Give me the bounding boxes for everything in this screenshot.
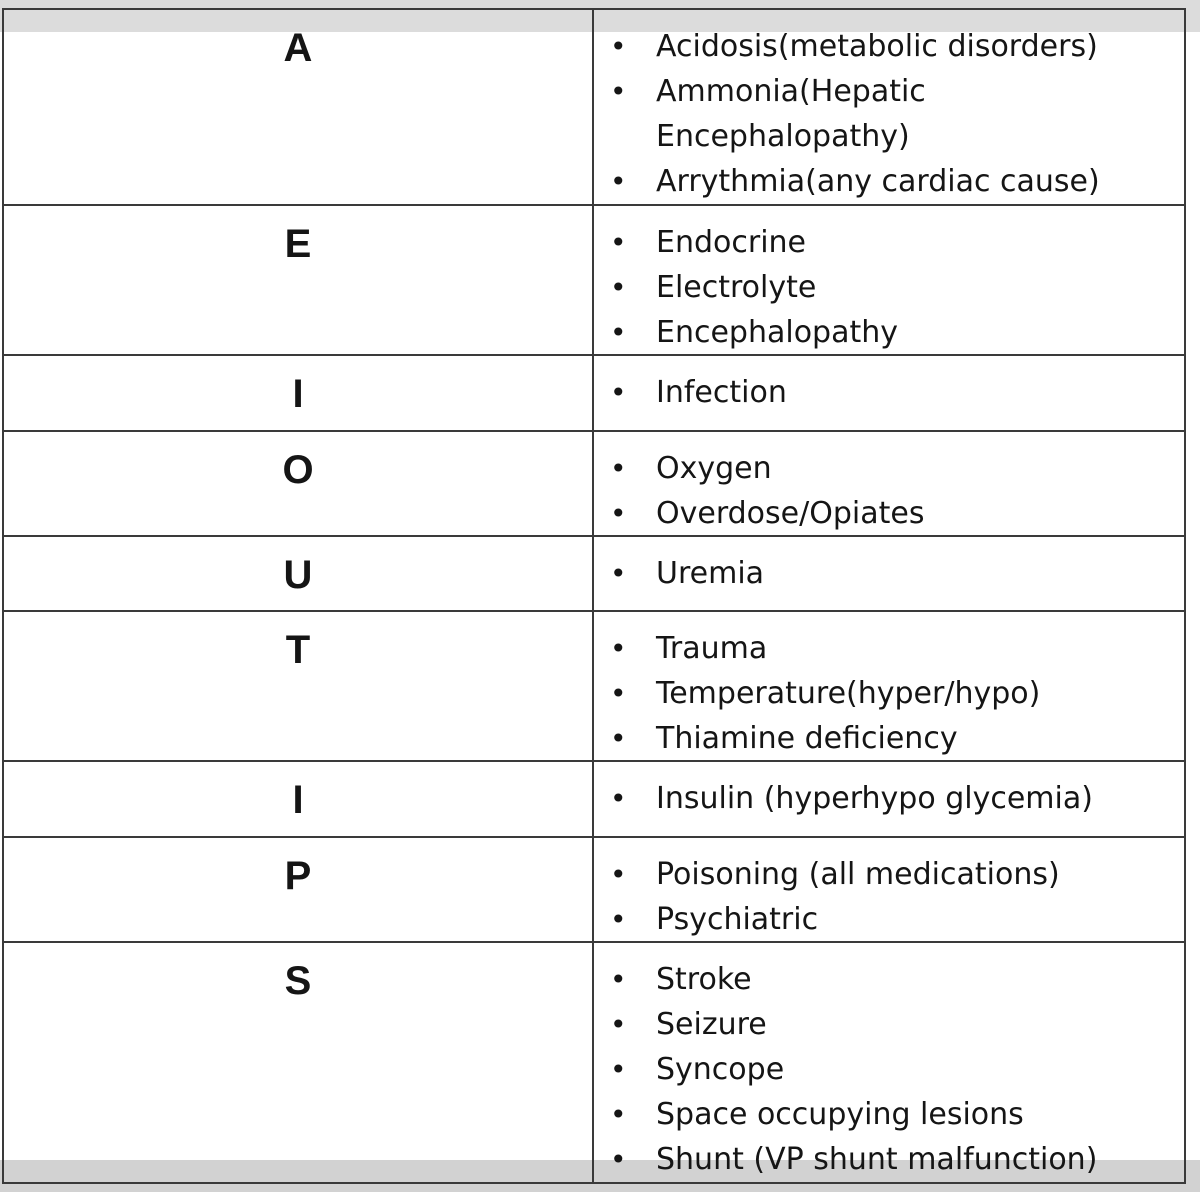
list-item: • Ammonia(Hepatic Encephalopathy)	[594, 69, 966, 159]
bullet-list	[594, 626, 1184, 761]
items-cell	[594, 612, 1184, 760]
list-item: • Thiamine deficiency	[594, 716, 1184, 761]
table-row	[4, 10, 1184, 206]
letter-cell: P	[4, 838, 594, 941]
items-cell	[594, 10, 1184, 204]
bullet-list	[594, 220, 1184, 355]
list-item: • Encephalopathy	[594, 310, 1184, 355]
list-item: • Electrolyte	[594, 265, 1184, 310]
table-row	[4, 356, 1184, 432]
list-item: • Acidosis(metabolic disorders)	[594, 24, 1184, 69]
bullet-list	[594, 24, 1184, 204]
items-cell	[594, 432, 1184, 535]
letter-cell: I	[4, 762, 594, 836]
items-cell	[594, 838, 1184, 941]
list-item: • Psychiatric	[594, 897, 1184, 942]
letter-cell: S	[4, 943, 594, 1182]
list-item: • Endocrine	[594, 220, 1184, 265]
letter-cell: E	[4, 206, 594, 354]
mnemonic-table	[2, 8, 1186, 1184]
bullet-list	[594, 370, 1184, 415]
list-item: • Temperature(hyper/hypo)	[594, 671, 1184, 716]
bullet-list	[594, 551, 1184, 596]
table-row	[4, 838, 1184, 943]
bullet-list	[594, 776, 1184, 821]
letter-cell: A	[4, 10, 594, 204]
list-item: • Stroke	[594, 957, 1184, 1002]
list-item: • Insulin (hyperhypo glycemia)	[594, 776, 1184, 821]
letter-cell: U	[4, 537, 594, 611]
list-item: • Syncope	[594, 1047, 1184, 1092]
list-item: • Shunt (VP shunt malfunction)	[594, 1137, 1184, 1182]
items-cell	[594, 356, 1184, 430]
list-item: • Trauma	[594, 626, 1184, 671]
list-item: • Oxygen	[594, 446, 1184, 491]
bullet-list	[594, 446, 1184, 536]
list-item: • Uremia	[594, 551, 1184, 596]
bullet-list	[594, 957, 1184, 1182]
table-row	[4, 612, 1184, 762]
items-cell	[594, 762, 1184, 836]
items-cell	[594, 206, 1184, 354]
table-row	[4, 537, 1184, 613]
bullet-list	[594, 852, 1184, 942]
list-item: • Arrythmia(any cardiac cause)	[594, 159, 1184, 204]
list-item: • Poisoning (all medications)	[594, 852, 1184, 897]
table-row	[4, 432, 1184, 537]
table-row	[4, 943, 1184, 1182]
table-row	[4, 762, 1184, 838]
letter-cell: O	[4, 432, 594, 535]
list-item: • Overdose/Opiates	[594, 491, 1184, 536]
items-cell	[594, 943, 1184, 1182]
list-item: • Space occupying lesions	[594, 1092, 1184, 1137]
letter-cell: I	[4, 356, 594, 430]
letter-cell: T	[4, 612, 594, 760]
list-item: • Infection	[594, 370, 1184, 415]
items-cell	[594, 537, 1184, 611]
list-item: • Seizure	[594, 1002, 1184, 1047]
table-row	[4, 206, 1184, 356]
